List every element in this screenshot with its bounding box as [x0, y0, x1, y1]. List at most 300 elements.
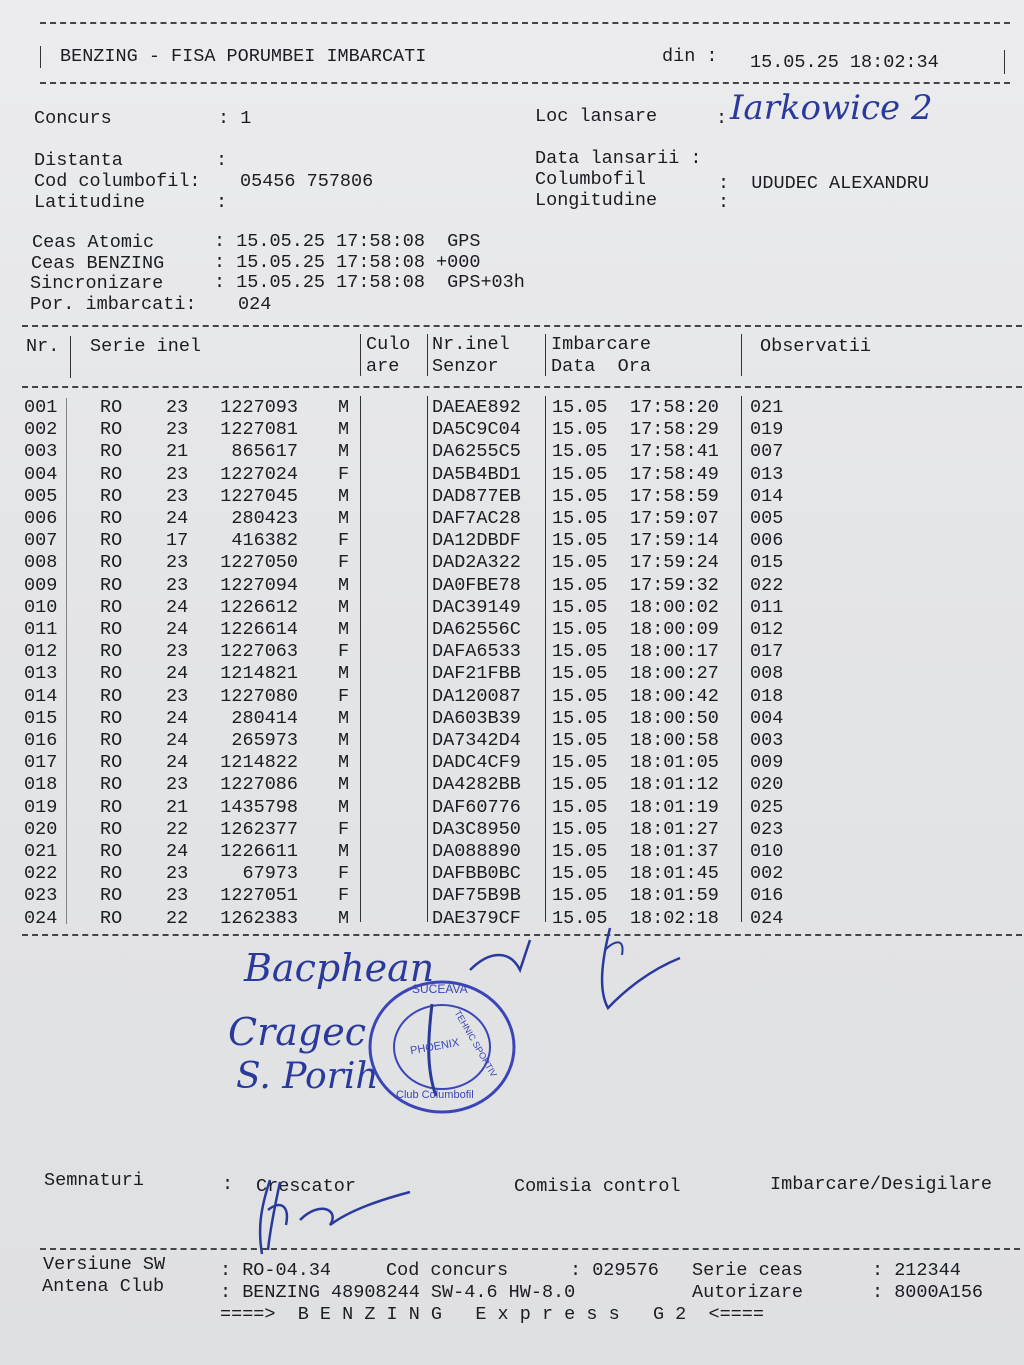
row-date: 15.05 — [552, 397, 608, 418]
row-sex: M — [338, 441, 350, 463]
row-sex: F — [338, 863, 350, 885]
longitudine-label: Longitudine — [535, 190, 658, 211]
row-nr: 014 — [24, 685, 58, 707]
antena-club-value: : BENZING 48908244 SW-4.6 HW-8.0 — [220, 1282, 576, 1303]
row-date: 15.05 — [552, 663, 608, 685]
col-header-nr: Nr. — [26, 336, 60, 357]
row-country: RO — [100, 841, 123, 862]
row-observatii: 002 — [750, 863, 784, 885]
row-nr: 005 — [24, 485, 58, 507]
longitudine-value: : — [718, 192, 730, 213]
row-country: RO — [100, 530, 123, 552]
row-nr: 021 — [24, 841, 58, 862]
row-observatii: 021 — [750, 397, 784, 418]
row-time: 17:58:20 — [630, 397, 719, 418]
row-year: 24 — [166, 508, 189, 529]
row-observatii: 012 — [750, 619, 784, 640]
row-ring-number: 265973 — [231, 730, 298, 751]
row-nr: 022 — [24, 863, 58, 885]
row-time: 18:02:18 — [630, 907, 719, 929]
row-nr: 010 — [24, 596, 58, 618]
row-sensor: DA0FBE78 — [432, 574, 521, 596]
row-nr: 020 — [24, 818, 58, 840]
row-year: 23 — [166, 863, 189, 885]
table-header-bottom-rule — [22, 386, 1022, 388]
table-row — [0, 663, 1024, 685]
row-observatii: 016 — [750, 885, 784, 907]
table-header-top-rule — [22, 325, 1022, 327]
table-row — [0, 486, 1024, 508]
row-sex: F — [338, 463, 350, 485]
row-sensor: DAFBB0BC — [432, 863, 521, 885]
row-date: 15.05 — [552, 707, 608, 729]
row-year: 23 — [166, 419, 189, 441]
row-nr: 013 — [24, 663, 58, 685]
porumbei-imbarcati-label: Por. imbarcati: — [30, 294, 197, 315]
row-country: RO — [100, 463, 123, 485]
row-sex: M — [338, 774, 350, 796]
row-country: RO — [100, 485, 123, 507]
distanta-label: Distanta — [34, 150, 123, 171]
row-ring-number: 1227080 — [220, 685, 298, 707]
row-nr: 016 — [24, 730, 58, 751]
cod-columbofil-value: 05456 757806 — [240, 171, 374, 192]
semnaturi-label: Semnaturi — [44, 1170, 144, 1191]
row-country: RO — [100, 863, 123, 885]
row-sex: M — [338, 485, 350, 507]
row-nr: 023 — [24, 885, 58, 907]
header-top-rule — [40, 22, 1010, 24]
row-year: 24 — [166, 619, 189, 640]
sincronizare-value: : 15.05.25 17:58:08 GPS+03h — [214, 272, 525, 293]
row-sex: M — [338, 841, 350, 862]
handwritten-name-2: Cragec — [228, 1010, 366, 1054]
row-observatii: 017 — [750, 641, 784, 663]
table-row — [0, 863, 1024, 885]
col-divider-culoare — [427, 334, 428, 376]
row-time: 18:00:58 — [630, 730, 719, 751]
handwritten-name-1: Bacphean — [244, 946, 435, 990]
handwritten-name-3: S. Porih — [236, 1056, 379, 1097]
row-year: 24 — [166, 752, 189, 774]
row-sex: M — [338, 707, 350, 729]
cod-concurs-value: : 029576 — [570, 1260, 659, 1281]
row-ring-number: 1262377 — [220, 818, 298, 840]
row-ring-number: 280423 — [231, 508, 298, 529]
autorizare-label: Autorizare — [692, 1282, 804, 1303]
distanta-value: : — [216, 150, 228, 171]
table-row — [0, 552, 1024, 574]
row-year: 23 — [166, 885, 189, 907]
table-row — [0, 885, 1024, 907]
col-header-data-ora: Data Ora — [551, 356, 651, 377]
row-observatii: 024 — [750, 907, 784, 929]
crescator-label: Crescator — [256, 1176, 356, 1197]
row-year: 21 — [166, 441, 189, 463]
row-country: RO — [100, 397, 123, 418]
row-country: RO — [100, 730, 123, 751]
versiune-sw-value: : RO-04.34 — [220, 1260, 332, 1281]
row-nr: 001 — [24, 397, 58, 418]
row-sex: F — [338, 885, 350, 907]
row-date: 15.05 — [552, 730, 608, 751]
row-country: RO — [100, 796, 123, 818]
row-date: 15.05 — [552, 863, 608, 885]
row-date: 15.05 — [552, 796, 608, 818]
row-year: 24 — [166, 841, 189, 862]
row-date: 15.05 — [552, 752, 608, 774]
row-country: RO — [100, 774, 123, 796]
row-year: 23 — [166, 552, 189, 574]
row-sex: M — [338, 596, 350, 618]
row-date: 15.05 — [552, 530, 608, 552]
row-country: RO — [100, 907, 123, 929]
row-ring-number: 1435798 — [220, 796, 298, 818]
row-country: RO — [100, 419, 123, 441]
header-right-bar — [1004, 50, 1005, 74]
stamp-bottom-text: Club Columbofil — [396, 1089, 474, 1101]
ceas-benzing-value: : 15.05.25 17:58:08 +000 — [214, 252, 481, 273]
crescator-signature — [240, 1170, 420, 1260]
row-sensor: DAF7AC28 — [432, 508, 521, 529]
row-sex: F — [338, 641, 350, 663]
latitudine-value: : — [216, 192, 228, 213]
row-time: 18:01:27 — [630, 818, 719, 840]
row-sensor: DAD877EB — [432, 485, 521, 507]
row-time: 17:59:32 — [630, 574, 719, 596]
row-sex: M — [338, 730, 350, 751]
table-row — [0, 441, 1024, 463]
row-year: 17 — [166, 530, 189, 552]
row-sensor: DA3C8950 — [432, 818, 521, 840]
row-nr: 004 — [24, 463, 58, 485]
loc-lansare-sep: : — [716, 108, 728, 129]
row-sex: M — [338, 663, 350, 685]
autorizare-value: : 8000A156 — [872, 1282, 984, 1303]
row-sensor: DADC4CF9 — [432, 752, 521, 774]
row-time: 18:01:59 — [630, 885, 719, 907]
col-header-serie-inel: Serie inel — [90, 336, 202, 357]
row-nr: 006 — [24, 508, 58, 529]
row-sensor: DAE379CF — [432, 907, 521, 929]
footer-top-rule — [40, 1248, 1020, 1250]
row-sex: M — [338, 419, 350, 441]
row-ring-number: 1214821 — [220, 663, 298, 685]
row-country: RO — [100, 641, 123, 663]
benzing-banner: ====> B E N Z I N G E x p r e s s G 2 <==== — [220, 1304, 764, 1325]
row-observatii: 007 — [750, 441, 784, 463]
row-observatii: 025 — [750, 796, 784, 818]
row-country: RO — [100, 619, 123, 640]
imbarcare-desigilare-label: Imbarcare/Desigilare — [770, 1174, 993, 1195]
cod-concurs-label: Cod concurs — [386, 1260, 509, 1281]
row-time: 18:00:09 — [630, 619, 719, 640]
col-header-nr-inel: Nr.inel — [432, 334, 510, 355]
row-sex: F — [338, 552, 350, 574]
row-nr: 009 — [24, 574, 58, 596]
porumbei-imbarcati-value: 024 — [238, 294, 272, 315]
cod-columbofil-label: Cod columbofil: — [34, 171, 201, 192]
stamp-center-text: PHOENIX — [409, 1036, 461, 1058]
row-ring-number: 1227045 — [220, 485, 298, 507]
row-observatii: 004 — [750, 707, 784, 729]
row-sensor: DAC39149 — [432, 596, 521, 618]
row-observatii: 003 — [750, 730, 784, 751]
ceas-atomic-label: Ceas Atomic — [32, 232, 155, 253]
row-country: RO — [100, 685, 123, 707]
din-label: din : — [662, 46, 718, 67]
row-year: 23 — [166, 485, 189, 507]
row-observatii: 011 — [750, 596, 784, 618]
serie-ceas-value: : 212344 — [872, 1260, 961, 1281]
row-sex: F — [338, 530, 350, 552]
stamp-top-text: SUCEAVA — [412, 982, 468, 996]
row-observatii: 019 — [750, 419, 784, 441]
table-row — [0, 575, 1024, 597]
row-date: 15.05 — [552, 419, 608, 441]
col-header-senzor: Senzor — [432, 356, 499, 377]
document-title: BENZING - FISA PORUMBEI IMBARCATI — [60, 46, 427, 67]
table-row — [0, 508, 1024, 530]
club-stamp — [366, 978, 518, 1116]
row-date: 15.05 — [552, 619, 608, 640]
row-sensor: DA62556C — [432, 619, 521, 640]
row-date: 15.05 — [552, 596, 608, 618]
row-date: 15.05 — [552, 641, 608, 663]
row-ring-number: 1226614 — [220, 619, 298, 640]
row-time: 17:59:24 — [630, 552, 719, 574]
row-year: 24 — [166, 707, 189, 729]
row-sensor: DA088890 — [432, 841, 521, 862]
columbofil-label: Columbofil — [535, 169, 647, 190]
row-year: 21 — [166, 796, 189, 818]
row-nr: 012 — [24, 641, 58, 663]
table-row — [0, 841, 1024, 863]
row-observatii: 006 — [750, 530, 784, 552]
header-left-bar — [40, 46, 41, 68]
row-time: 18:01:37 — [630, 841, 719, 862]
row-observatii: 009 — [750, 752, 784, 774]
semnaturi-sep: : — [222, 1174, 234, 1195]
ceas-atomic-value: : 15.05.25 17:58:08 GPS — [214, 231, 481, 252]
row-country: RO — [100, 574, 123, 596]
row-observatii: 022 — [750, 574, 784, 596]
row-sex: M — [338, 619, 350, 640]
col-divider-serie — [360, 334, 361, 376]
row-ring-number: 1227051 — [220, 885, 298, 907]
row-sensor: DAF75B9B — [432, 885, 521, 907]
table-row — [0, 797, 1024, 819]
row-ring-number: 280414 — [231, 707, 298, 729]
row-observatii: 014 — [750, 485, 784, 507]
row-sex: M — [338, 752, 350, 774]
row-observatii: 023 — [750, 818, 784, 840]
table-row — [0, 819, 1024, 841]
row-observatii: 013 — [750, 463, 784, 485]
row-sensor: DA120087 — [432, 685, 521, 707]
row-time: 18:00:17 — [630, 641, 719, 663]
row-ring-number: 1226612 — [220, 596, 298, 618]
row-ring-number: 1262383 — [220, 907, 298, 929]
row-date: 15.05 — [552, 841, 608, 862]
row-observatii: 020 — [750, 774, 784, 796]
row-nr: 018 — [24, 774, 58, 796]
row-year: 22 — [166, 818, 189, 840]
row-time: 17:58:49 — [630, 463, 719, 485]
serie-ceas-label: Serie ceas — [692, 1260, 804, 1281]
row-country: RO — [100, 441, 123, 463]
table-row — [0, 686, 1024, 708]
concurs-label: Concurs — [34, 108, 112, 129]
row-date: 15.05 — [552, 441, 608, 463]
table-row — [0, 774, 1024, 796]
row-time: 18:00:42 — [630, 685, 719, 707]
row-sensor: DAF21FBB — [432, 663, 521, 685]
row-year: 24 — [166, 663, 189, 685]
row-nr: 011 — [24, 619, 58, 640]
row-time: 18:00:02 — [630, 596, 719, 618]
row-country: RO — [100, 707, 123, 729]
row-observatii: 015 — [750, 552, 784, 574]
table-row — [0, 708, 1024, 730]
row-time: 18:01:05 — [630, 752, 719, 774]
row-country: RO — [100, 552, 123, 574]
table-row — [0, 730, 1024, 752]
row-ring-number: 67973 — [242, 863, 298, 885]
row-ring-number: 1227063 — [220, 641, 298, 663]
table-row — [0, 419, 1024, 441]
row-nr: 007 — [24, 530, 58, 552]
row-sensor: DA5C9C04 — [432, 419, 521, 441]
header-bottom-rule — [40, 82, 1010, 84]
row-year: 23 — [166, 685, 189, 707]
row-country: RO — [100, 752, 123, 774]
row-sensor: DAFA6533 — [432, 641, 521, 663]
row-date: 15.05 — [552, 574, 608, 596]
row-sensor: DA6255C5 — [432, 441, 521, 463]
row-nr: 015 — [24, 707, 58, 729]
row-observatii: 010 — [750, 841, 784, 862]
row-time: 18:01:12 — [630, 774, 719, 796]
table-row — [0, 464, 1024, 486]
row-year: 24 — [166, 730, 189, 751]
row-observatii: 008 — [750, 663, 784, 685]
row-sex: M — [338, 574, 350, 596]
row-sensor: DA603B39 — [432, 707, 521, 729]
ceas-benzing-label: Ceas BENZING — [31, 253, 165, 274]
row-date: 15.05 — [552, 463, 608, 485]
row-nr: 017 — [24, 752, 58, 774]
row-country: RO — [100, 663, 123, 685]
header-datetime: 15.05.25 18:02:34 — [750, 52, 939, 73]
row-date: 15.05 — [552, 818, 608, 840]
row-year: 23 — [166, 397, 189, 418]
row-sensor: DA7342D4 — [432, 730, 521, 751]
row-ring-number: 1227050 — [220, 552, 298, 574]
row-date: 15.05 — [552, 685, 608, 707]
row-time: 18:01:19 — [630, 796, 719, 818]
col-header-imbarcare: Imbarcare — [551, 334, 651, 355]
table-row — [0, 752, 1024, 774]
row-country: RO — [100, 818, 123, 840]
row-sensor: DA12DBDF — [432, 530, 521, 552]
row-time: 17:58:29 — [630, 419, 719, 441]
row-year: 23 — [166, 774, 189, 796]
columbofil-value: : UDUDEC ALEXANDRU — [718, 173, 929, 194]
row-sex: F — [338, 818, 350, 840]
row-time: 18:01:45 — [630, 863, 719, 885]
row-sensor: DAD2A322 — [432, 552, 521, 574]
col-divider-nr — [70, 336, 71, 378]
data-lansarii-label: Data lansarii : — [535, 148, 702, 169]
row-ring-number: 865617 — [231, 441, 298, 463]
row-ring-number: 1227086 — [220, 774, 298, 796]
loc-lansare-handwritten: Iarkowice 2 — [730, 88, 933, 128]
col-header-observatii: Observatii — [760, 336, 872, 357]
row-sex: M — [338, 397, 350, 418]
antena-club-label: Antena Club — [42, 1276, 165, 1297]
row-ring-number: 1227081 — [220, 419, 298, 441]
row-observatii: 005 — [750, 508, 784, 529]
col-header-culoare-2: are — [366, 356, 400, 377]
row-nr: 002 — [24, 419, 58, 441]
row-nr: 019 — [24, 796, 58, 818]
col-divider-imbarcare — [741, 334, 742, 376]
row-sensor: DA4282BB — [432, 774, 521, 796]
table-row — [0, 641, 1024, 663]
row-nr: 003 — [24, 441, 58, 463]
row-time: 17:58:41 — [630, 441, 719, 463]
row-observatii: 018 — [750, 685, 784, 707]
row-nr: 008 — [24, 552, 58, 574]
row-country: RO — [100, 596, 123, 618]
col-header-culoare-1: Culo — [366, 334, 411, 355]
row-year: 22 — [166, 907, 189, 929]
row-date: 15.05 — [552, 508, 608, 529]
row-ring-number: 1227093 — [220, 397, 298, 418]
versiune-sw-label: Versiune SW — [43, 1254, 166, 1275]
concurs-value: : 1 — [218, 108, 252, 129]
row-time: 17:58:59 — [630, 485, 719, 507]
table-row — [0, 619, 1024, 641]
col-divider-senzor — [545, 334, 546, 376]
latitudine-label: Latitudine — [34, 192, 146, 213]
row-time: 17:59:14 — [630, 530, 719, 552]
sincronizare-label: Sincronizare — [30, 273, 164, 294]
row-ring-number: 416382 — [231, 530, 298, 552]
row-date: 15.05 — [552, 907, 608, 929]
row-nr: 024 — [24, 907, 58, 929]
table-row — [0, 597, 1024, 619]
table-row — [0, 530, 1024, 552]
row-time: 18:00:27 — [630, 663, 719, 685]
row-sensor: DAF60776 — [432, 796, 521, 818]
row-date: 15.05 — [552, 552, 608, 574]
row-sex: M — [338, 796, 350, 818]
row-date: 15.05 — [552, 485, 608, 507]
row-sensor: DAEAE892 — [432, 397, 521, 418]
row-ring-number: 1227094 — [220, 574, 298, 596]
row-year: 23 — [166, 574, 189, 596]
row-year: 23 — [166, 641, 189, 663]
row-sex: F — [338, 685, 350, 707]
row-date: 15.05 — [552, 774, 608, 796]
row-sex: M — [338, 508, 350, 529]
row-year: 23 — [166, 463, 189, 485]
row-country: RO — [100, 885, 123, 907]
row-ring-number: 1226611 — [220, 841, 298, 862]
stamp-right-text: TEHNIC SPORTIV — [452, 1008, 499, 1079]
